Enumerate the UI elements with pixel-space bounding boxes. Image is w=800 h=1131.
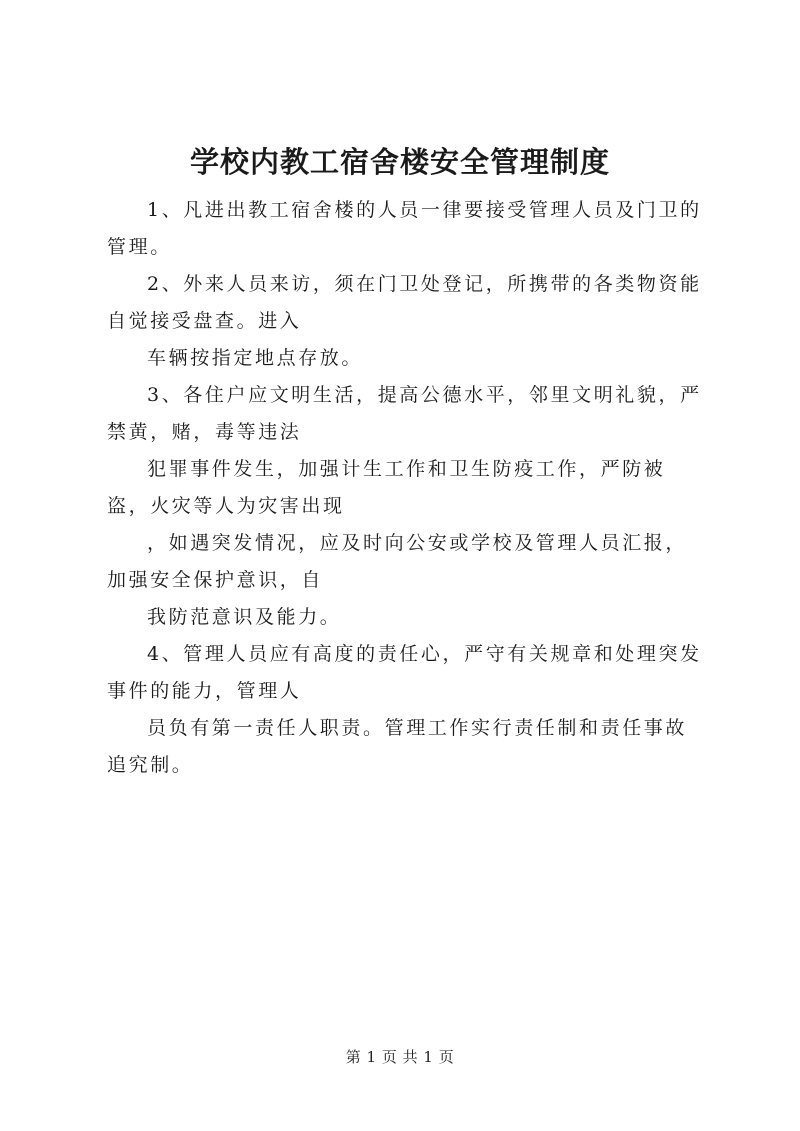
paragraph: 3、各住户应文明生活，提高公德水平，邻里文明礼貌，严禁黄，赌，毒等违法 <box>107 384 702 443</box>
document-title: 学校内教工宿舍楼安全管理制度 <box>189 145 610 179</box>
document-body <box>107 192 703 784</box>
page-footer: 第 1 页 共 1 页 <box>345 1048 455 1066</box>
paragraph: 2、外来人员来访，须在门卫处登记，所携带的各类物资能自觉接受盘查。进入 <box>107 273 702 332</box>
paragraph: 车辆按指定地点存放。 <box>147 347 364 369</box>
paragraph: 我防范意识及能力。 <box>147 606 342 628</box>
paragraph: 员负有第一责任人职责。管理工作实行责任制和责任事故追究制。 <box>107 717 688 776</box>
paragraph: 4、管理人员应有高度的责任心，严守有关规章和处理突发事件的能力，管理人 <box>107 643 702 702</box>
paragraph: ，如遇突发情况，应及时向公安或学校及管理人员汇报，加强安全保护意识，自 <box>107 532 688 591</box>
paragraph: 1、凡进出教工宿舍楼的人员一律要接受管理人员及门卫的管理。 <box>107 199 702 258</box>
paragraph: 犯罪事件发生，加强计生工作和卫生防疫工作，严防被盗，火灾等人为灾害出现 <box>107 458 666 517</box>
